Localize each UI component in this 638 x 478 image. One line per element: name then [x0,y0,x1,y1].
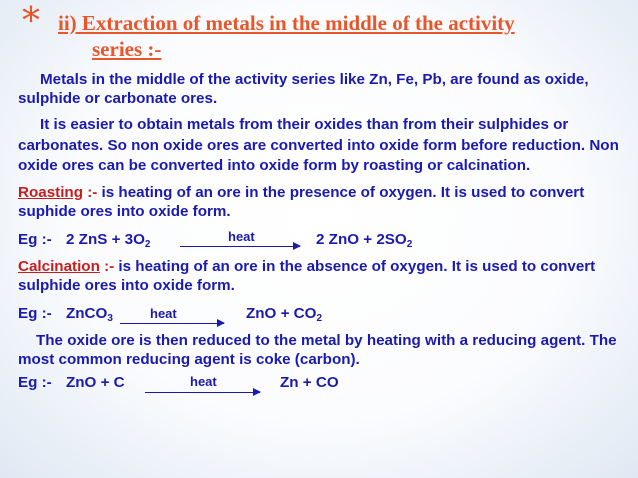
calcination-eq-lhs: ZnCO$_3$ [66,304,113,324]
reduction-heat-label: heat [190,374,217,389]
roasting-text: is heating of an ore in the presence of oxygen. It is used to convert suphide ores into oxide form. [18,183,585,220]
roasting-heat-label: heat [228,229,255,244]
reduction-eq-lhs: ZnO + C [66,373,125,391]
roasting-separator: :- [82,183,98,201]
roasting-equation [18,230,624,253]
paragraph-ores: Metals in the middle of the activity series like Zn, Fe, Pb, are found as oxide, sulphide or carbonate ores. [18,71,589,107]
calcination-term: Calcination [18,257,100,275]
roasting-eq-prefix: Eg :- [18,230,52,248]
calcination-separator: :- [99,257,115,275]
reduction-equation [18,373,624,396]
calcination-eq-rhs: ZnO + $CO_2$ [246,304,323,324]
calcination-text: is heating of an ore in the absence of oxygen. It is used to convert sulphide ores into oxide form. [18,257,596,294]
calcination-equation [18,304,624,327]
roasting-eq-lhs: 2 ZnS + $3O_2$ [66,230,151,250]
calcination-definition [18,257,624,295]
slide-title [58,10,618,62]
calcination-heat-label: heat [150,306,177,321]
paragraph-conversion: It is easier to obtain metals from their oxides than from their sulphides or carbonates. So non oxide ores are converted into oxide form before reduction. Non oxide ores can be converted into oxide form by roasting or calcination. [18,116,619,174]
slide-body [18,70,624,400]
roasting-term: Roasting [18,183,83,201]
title-line-1: ii) Extraction of metals in the middle of the activity [58,11,515,35]
reduction-eq-rhs: Zn + CO [280,373,339,391]
title-line-2: series :- [92,37,162,61]
title-bullet: * [22,1,40,42]
roasting-definition [18,183,624,221]
reduction-eq-prefix: Eg :- [18,373,52,391]
roasting-eq-rhs: 2 ZnO + $2SO_2$ [316,230,413,250]
paragraph-reduction: The oxide ore is then reduced to the metal by heating with a reducing agent. The most common reducing agent is coke (carbon). [18,331,617,368]
calcination-eq-prefix: Eg :- [18,304,52,322]
